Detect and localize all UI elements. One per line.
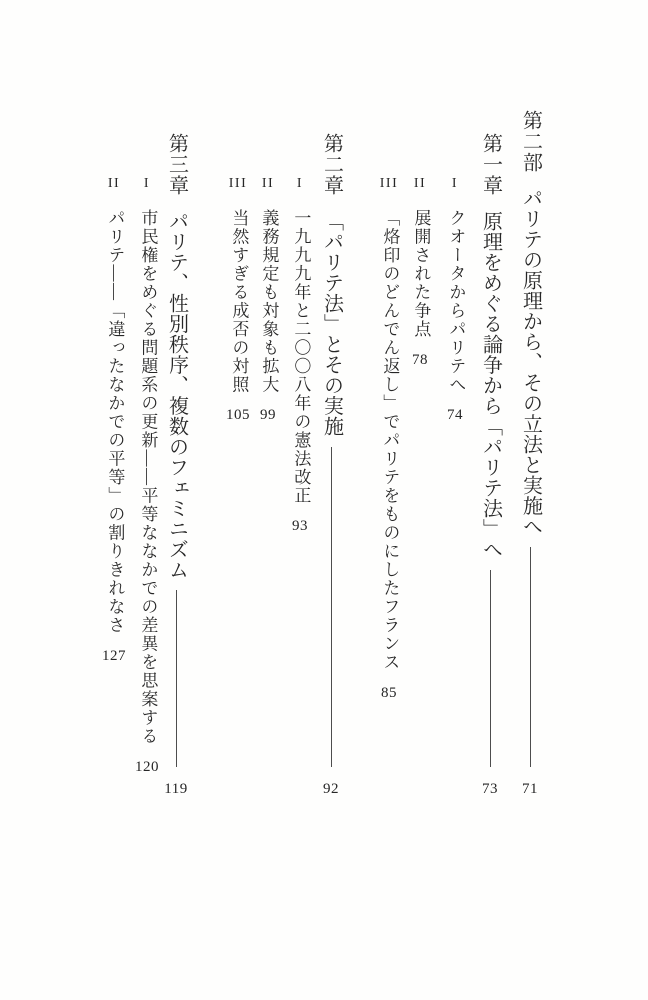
- chapter-title-text: パリテ、性別秩序、複数のフェミニズム: [165, 211, 188, 580]
- item-numeral: II: [413, 176, 427, 191]
- page-number: 93: [292, 518, 308, 534]
- chapter-title: [317, 133, 346, 437]
- page-number: 71: [522, 781, 538, 797]
- item-title: 「烙印のどんでん返し」でパリテをものにしたフランス: [380, 209, 400, 672]
- item-numeral: I: [451, 176, 459, 191]
- chapter-label: 第三章: [165, 133, 188, 196]
- toc-entry-chapter-1[interactable]: [475, 133, 505, 797]
- page-number: 119: [164, 781, 188, 797]
- toc-entry-ch2-item-3[interactable]: [223, 177, 253, 423]
- page-number: 92: [323, 781, 339, 797]
- part-title-text: パリテの原理から、その立法と実施へ: [519, 188, 542, 537]
- item-numeral: III: [228, 176, 248, 191]
- item-title: 一九九九年と二〇〇八年の憲法改正: [291, 209, 311, 505]
- chapter-title-text: 原理をめぐる論争から「パリテ法」へ: [479, 211, 502, 560]
- chapter-label: 第一章: [479, 133, 502, 196]
- toc-entry-ch3-item-2[interactable]: [99, 177, 129, 664]
- page-number: 78: [412, 351, 428, 368]
- page-number: 120: [135, 758, 159, 775]
- page-number: 85: [381, 684, 397, 701]
- part-title: [516, 110, 545, 537]
- toc-entry-ch1-item-2[interactable]: [405, 177, 435, 368]
- toc-entry-ch3-item-1[interactable]: [132, 177, 162, 775]
- leader-line: [490, 570, 491, 768]
- toc-entry-part[interactable]: [515, 110, 545, 797]
- item-numeral: II: [107, 176, 121, 191]
- toc-entry-ch2-item-2[interactable]: [253, 177, 283, 423]
- toc-entry-ch2-item-1[interactable]: [285, 177, 315, 534]
- page-number: 73: [482, 781, 498, 797]
- leader-line: [176, 590, 177, 767]
- item-numeral: I: [296, 176, 304, 191]
- chapter-title: [476, 133, 505, 560]
- page-number: 105: [226, 407, 250, 423]
- part-label: 第二部: [519, 110, 542, 173]
- page-number: 127: [102, 647, 126, 664]
- toc-entry-ch1-item-1[interactable]: [440, 177, 470, 423]
- toc-entry-chapter-3[interactable]: [161, 133, 191, 797]
- item-title: 市民権をめぐる問題系の更新——平等ななかでの差異を思案する: [138, 209, 158, 746]
- page-number: 99: [260, 407, 276, 423]
- item-numeral: III: [379, 176, 399, 191]
- item-title: クオータからパリテへ: [446, 209, 466, 394]
- item-title: 義務規定も対象も拡大: [259, 209, 279, 394]
- chapter-label: 第二章: [320, 133, 343, 196]
- page-number: 74: [447, 407, 463, 423]
- item-title: 展開された争点: [411, 209, 431, 339]
- leader-line: [530, 547, 531, 768]
- toc-entry-chapter-2[interactable]: [316, 133, 346, 797]
- item-title: 当然すぎる成否の対照: [229, 209, 249, 394]
- toc-entry-ch1-item-3[interactable]: [374, 177, 404, 701]
- item-title: パリテ——「違ったなかでの平等」の割りきれなさ: [105, 209, 125, 635]
- item-numeral: II: [261, 176, 275, 191]
- leader-line: [331, 447, 332, 768]
- chapter-title-text: 「パリテ法」とその実施: [320, 211, 343, 437]
- item-numeral: I: [143, 176, 151, 191]
- chapter-title: [162, 133, 191, 580]
